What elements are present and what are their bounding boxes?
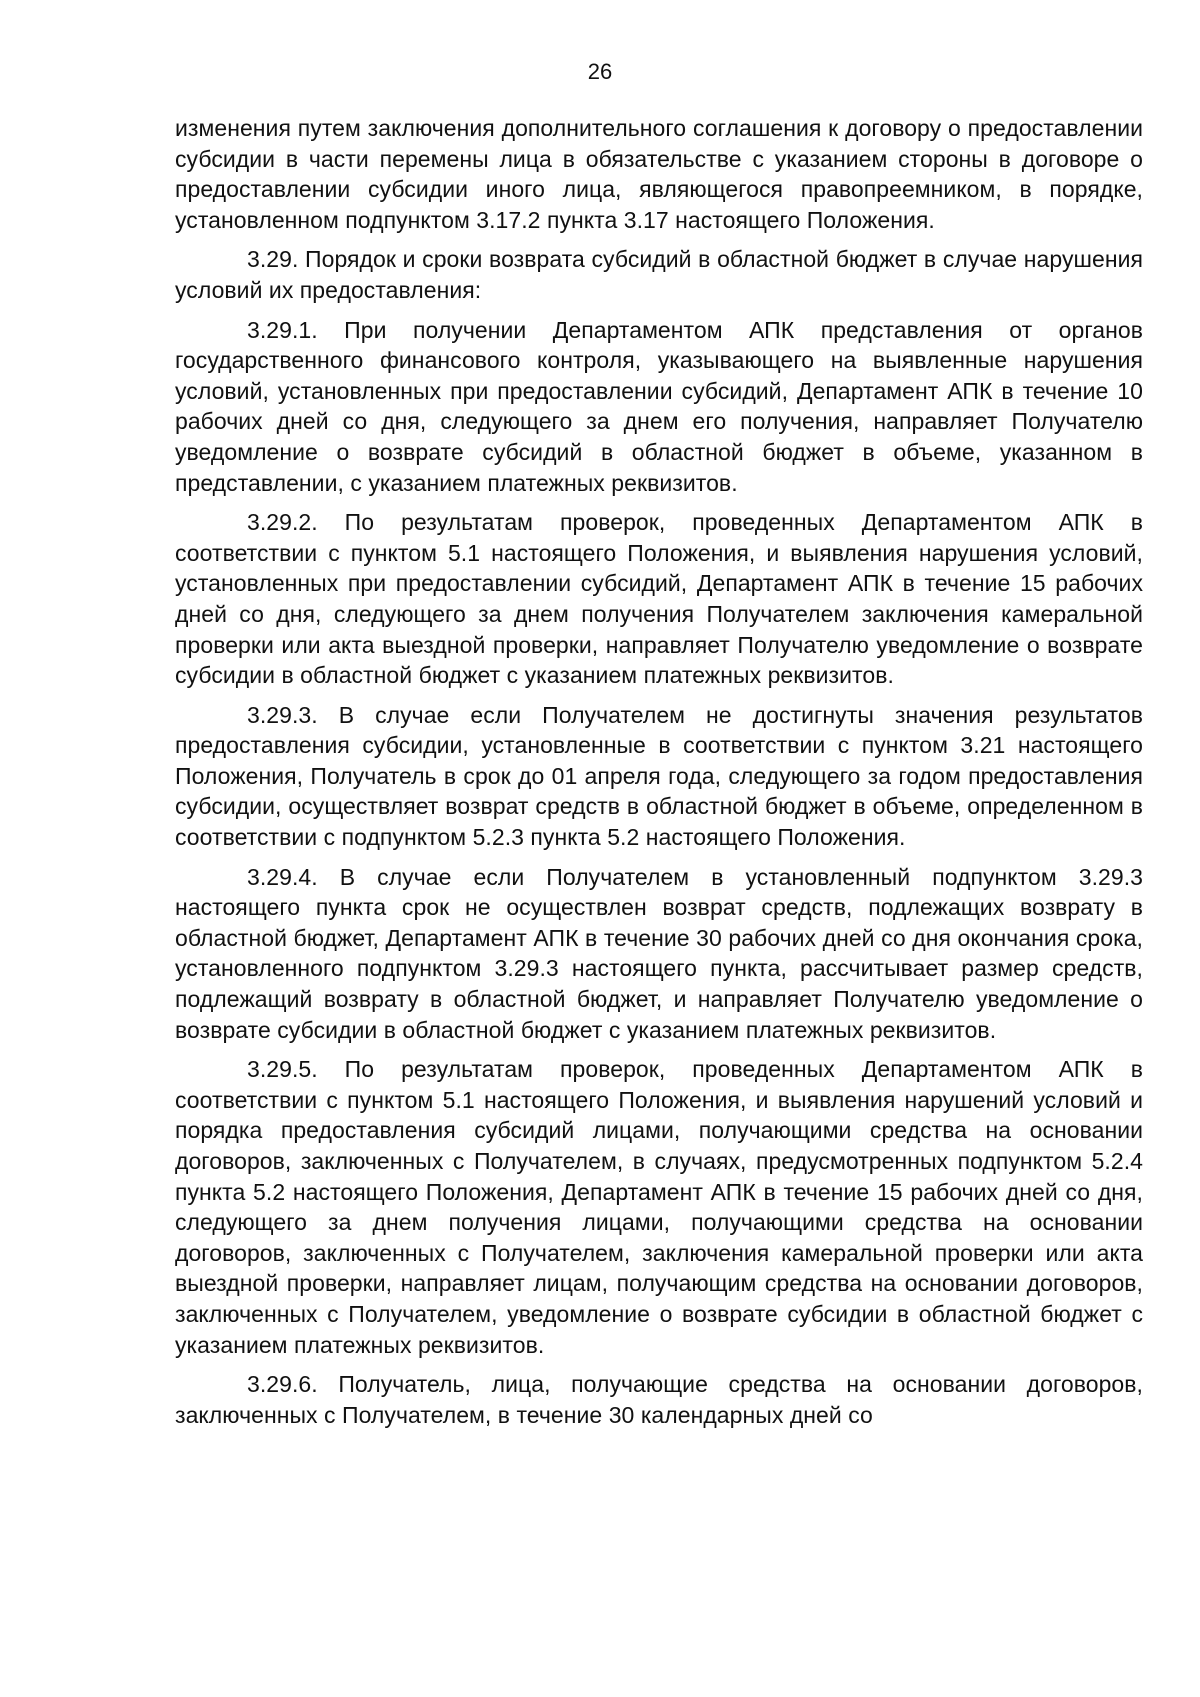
paragraph-3-29: 3.29. Порядок и сроки возврата субсидий в областной бюджет в случае нарушения условий их предоставления: <box>175 246 1143 303</box>
paragraph-3-29-4: 3.29.4. В случае если Получателем в установленный подпунктом 3.29.3 настоящего пункта срок не осуществлен возврат средств, подлежащих возврату в областной бюджет, Департамент АПК в течение 30 рабочих дней со дня окончания срока, установленного подпунктом 3.29.3 настоящего пункта, рассчитывает размер средств, подлежащий возврату в областной бюджет, и направляет Получателю уведомление о возврате субсидии в областной бюджет с указанием платежных реквизитов. <box>175 863 1143 1043</box>
page-number: 26 <box>587 59 613 84</box>
paragraph-3-29-5: 3.29.5. По результатам проверок, проведенных Департаментом АПК в соответствии с пунктом 5.1 настоящего Положения, и выявления нарушений условий и порядка предоставления субсидий лицами, получающими средства на основании договоров, заключенных с Получателем, в случаях, предусмотренных подпунктом 5.2.4 пункта 5.2 настоящего Положения, Департамент АПК в течение 15 рабочих дней со дня, следующего за днем получения лицами, получающими средства на основании договоров, заключенных с Получателем, заключения камеральной проверки или акта выездной проверки, направляет лицам, получающим средства на основании договоров, заключенных с Получателем, уведомление о возврате субсидии в областной бюджет с указанием платежных реквизитов. <box>175 1056 1143 1358</box>
paragraph-3-29-3: 3.29.3. В случае если Получателем не достигнуты значения результатов предоставления субсидии, установленные в соответствии с пунктом 3.21 настоящего Положения, Получатель в срок до 01 апреля года, следующего за годом предоставления субсидии, осуществляет возврат средств в областной бюджет в объеме, определенном в соответствии с подпунктом 5.2.3 пункта 5.2 настоящего Положения. <box>175 701 1143 851</box>
paragraph-3-29-2: 3.29.2. По результатам проверок, проведенных Департаментом АПК в соответствии с пунктом 5.1 настоящего Положения, и выявления нарушения условий, установленных при предоставлении субсидий, Департамент АПК в течение 15 рабочих дней со дня, следующего за днем получения Получателем заключения камеральной проверки или акта выездной проверки, направляет Получателю уведомление о возврате субсидии в областной бюджет с указанием платежных реквизитов. <box>175 509 1143 689</box>
paragraph-3-29-6: 3.29.6. Получатель, лица, получающие средства на основании договоров, заключенных с Получателем, в течение 30 календарных дней со <box>175 1371 1143 1428</box>
document-body <box>175 113 1143 1439</box>
paragraph-continuation: изменения путем заключения дополнительного соглашения к договору о предоставлении субсидии в части перемены лица в обязательстве с указанием стороны в договоре о предоставлении субсидии иного лица, являющегося правопреемником, в порядке, установленном подпунктом 3.17.2 пункта 3.17 настоящего Положения. <box>175 115 1143 233</box>
paragraph-3-29-1: 3.29.1. При получении Департаментом АПК представления от органов государственного финансового контроля, указывающего на выявленные нарушения условий, установленных при предоставлении субсидий, Департамент АПК в течение 10 рабочих дней со дня, следующего за днем его получения, направляет Получателю уведомление о возврате субсидий в областной бюджет в объеме, указанном в представлении, с указанием платежных реквизитов. <box>175 316 1143 496</box>
